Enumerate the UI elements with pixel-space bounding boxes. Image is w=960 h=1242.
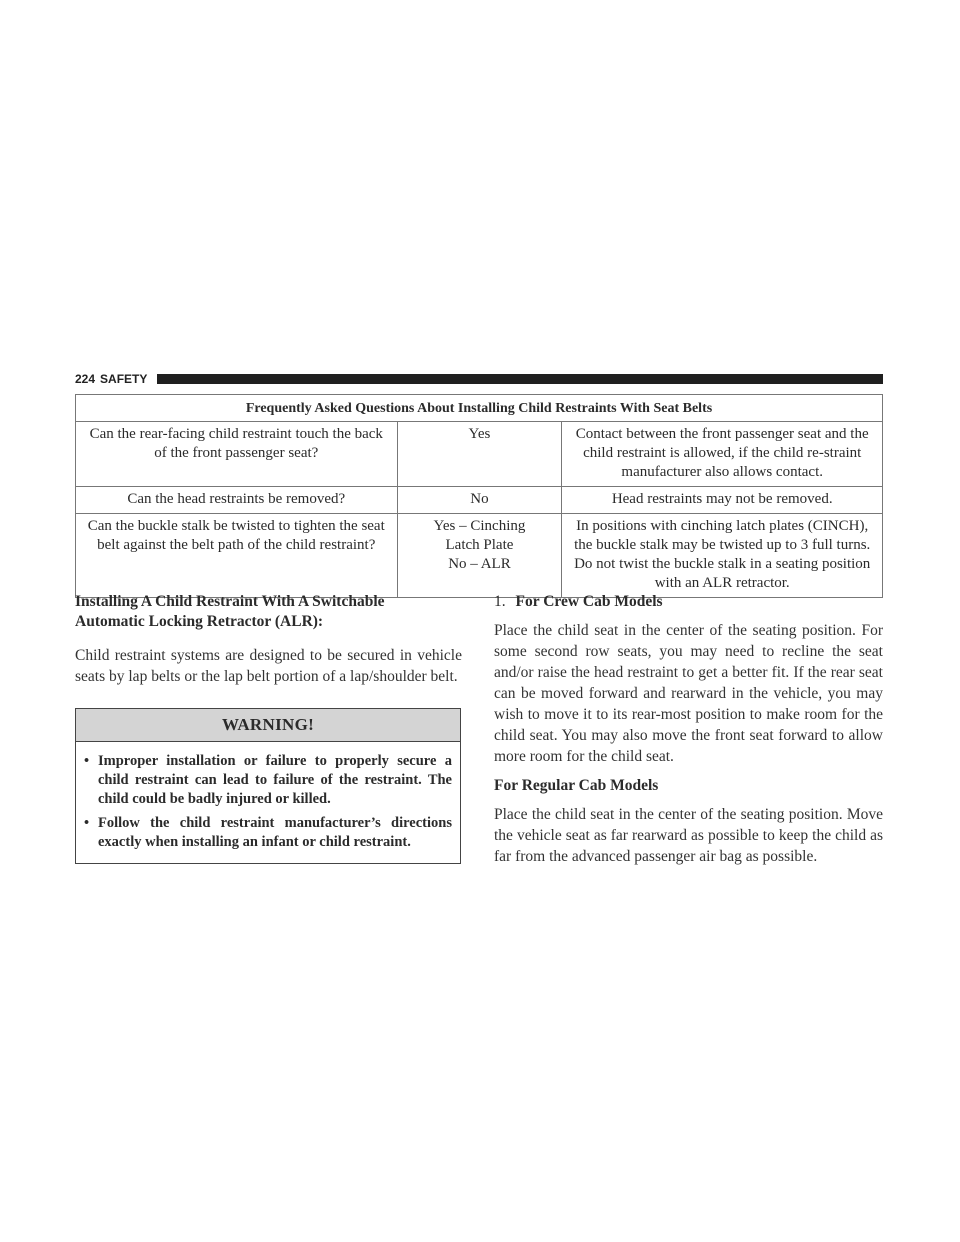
heading-line: Installing A Child Restraint With A Switchable [75, 593, 385, 610]
table-row [76, 422, 883, 487]
answer-line: No – ALR [448, 556, 511, 572]
header-rule [157, 374, 883, 384]
regular-cab-paragraph: Place the child seat in the center of the seating position. Move the vehicle seat as far rearward as possible to keep the child as far from the advanced passenger air bag as possible. [494, 806, 883, 865]
table-title: Frequently Asked Questions About Installing Child Restraints With Seat Belts [76, 395, 883, 422]
answer-line: Yes – Cinching Latch Plate [433, 518, 526, 553]
table-row [76, 514, 883, 598]
regular-cab-heading: For Regular Cab Models [494, 777, 659, 794]
heading-line: Automatic Locking Retractor (ALR): [75, 613, 324, 630]
step-number: 1. [494, 593, 506, 610]
table-header-row [76, 395, 883, 422]
question-cell: Can the head restraints be removed? [76, 487, 398, 514]
warning-item [84, 814, 452, 852]
answer-cell: Yes [397, 422, 562, 487]
question-cell: Can the rear-facing child restraint touch the back of the front passenger seat? [76, 422, 398, 487]
crew-cab-paragraph: Place the child seat in the center of the seating position. For some second row seats, you may need to recline the seat and/or raise the head restraint to get a better fit. If the rear seat can be moved forward and rearward in the vehicle, you may wish to move it to its rear-most position to make room for the child seat. You may also move the front seat forward to allow more room for the child seat. [494, 622, 883, 765]
page-header [75, 372, 883, 386]
warning-text: Improper installation or failure to properly secure a child restraint can lead to failure of the restraint. The child could be badly injured or killed. [98, 753, 452, 807]
explanation-cell: Head restraints may not be removed. [562, 487, 883, 514]
step-title: For Crew Cab Models [515, 593, 663, 610]
answer-cell: No [397, 487, 562, 514]
table-row [76, 487, 883, 514]
right-column [494, 592, 883, 867]
section-heading [75, 592, 462, 632]
explanation-cell: In positions with cinching latch plates (CINCH), the buckle stalk may be twisted up to 3 full turns. Do not twist the buckle stalk in a seating position with an ALR retractor. [562, 514, 883, 598]
explanation-cell: Contact between the front passenger seat and the child restraint is allowed, if the child re-straint manufacturer also allows contact. [562, 422, 883, 487]
bullet-icon: • [84, 815, 90, 831]
warning-title: WARNING! [76, 709, 460, 742]
warning-box [75, 708, 461, 864]
question-cell: Can the buckle stalk be twisted to tighten the seat belt against the belt path of the child restraint? [76, 514, 398, 598]
intro-paragraph: Child restraint systems are designed to be secured in vehicle seats by lap belts or the lap belt portion of a lap/shoulder belt. [75, 647, 462, 685]
warning-list [76, 742, 460, 863]
warning-item [84, 752, 452, 809]
answer-cell [397, 514, 562, 598]
warning-text: Follow the child restraint manufacturer’s directions exactly when installing an infant or child restraint. [98, 815, 452, 850]
faq-table [75, 394, 883, 598]
page-number: 224 [75, 372, 96, 386]
step-heading [494, 592, 883, 612]
left-column [75, 592, 462, 864]
section-title: SAFETY [100, 372, 148, 386]
bullet-icon: • [84, 753, 90, 769]
